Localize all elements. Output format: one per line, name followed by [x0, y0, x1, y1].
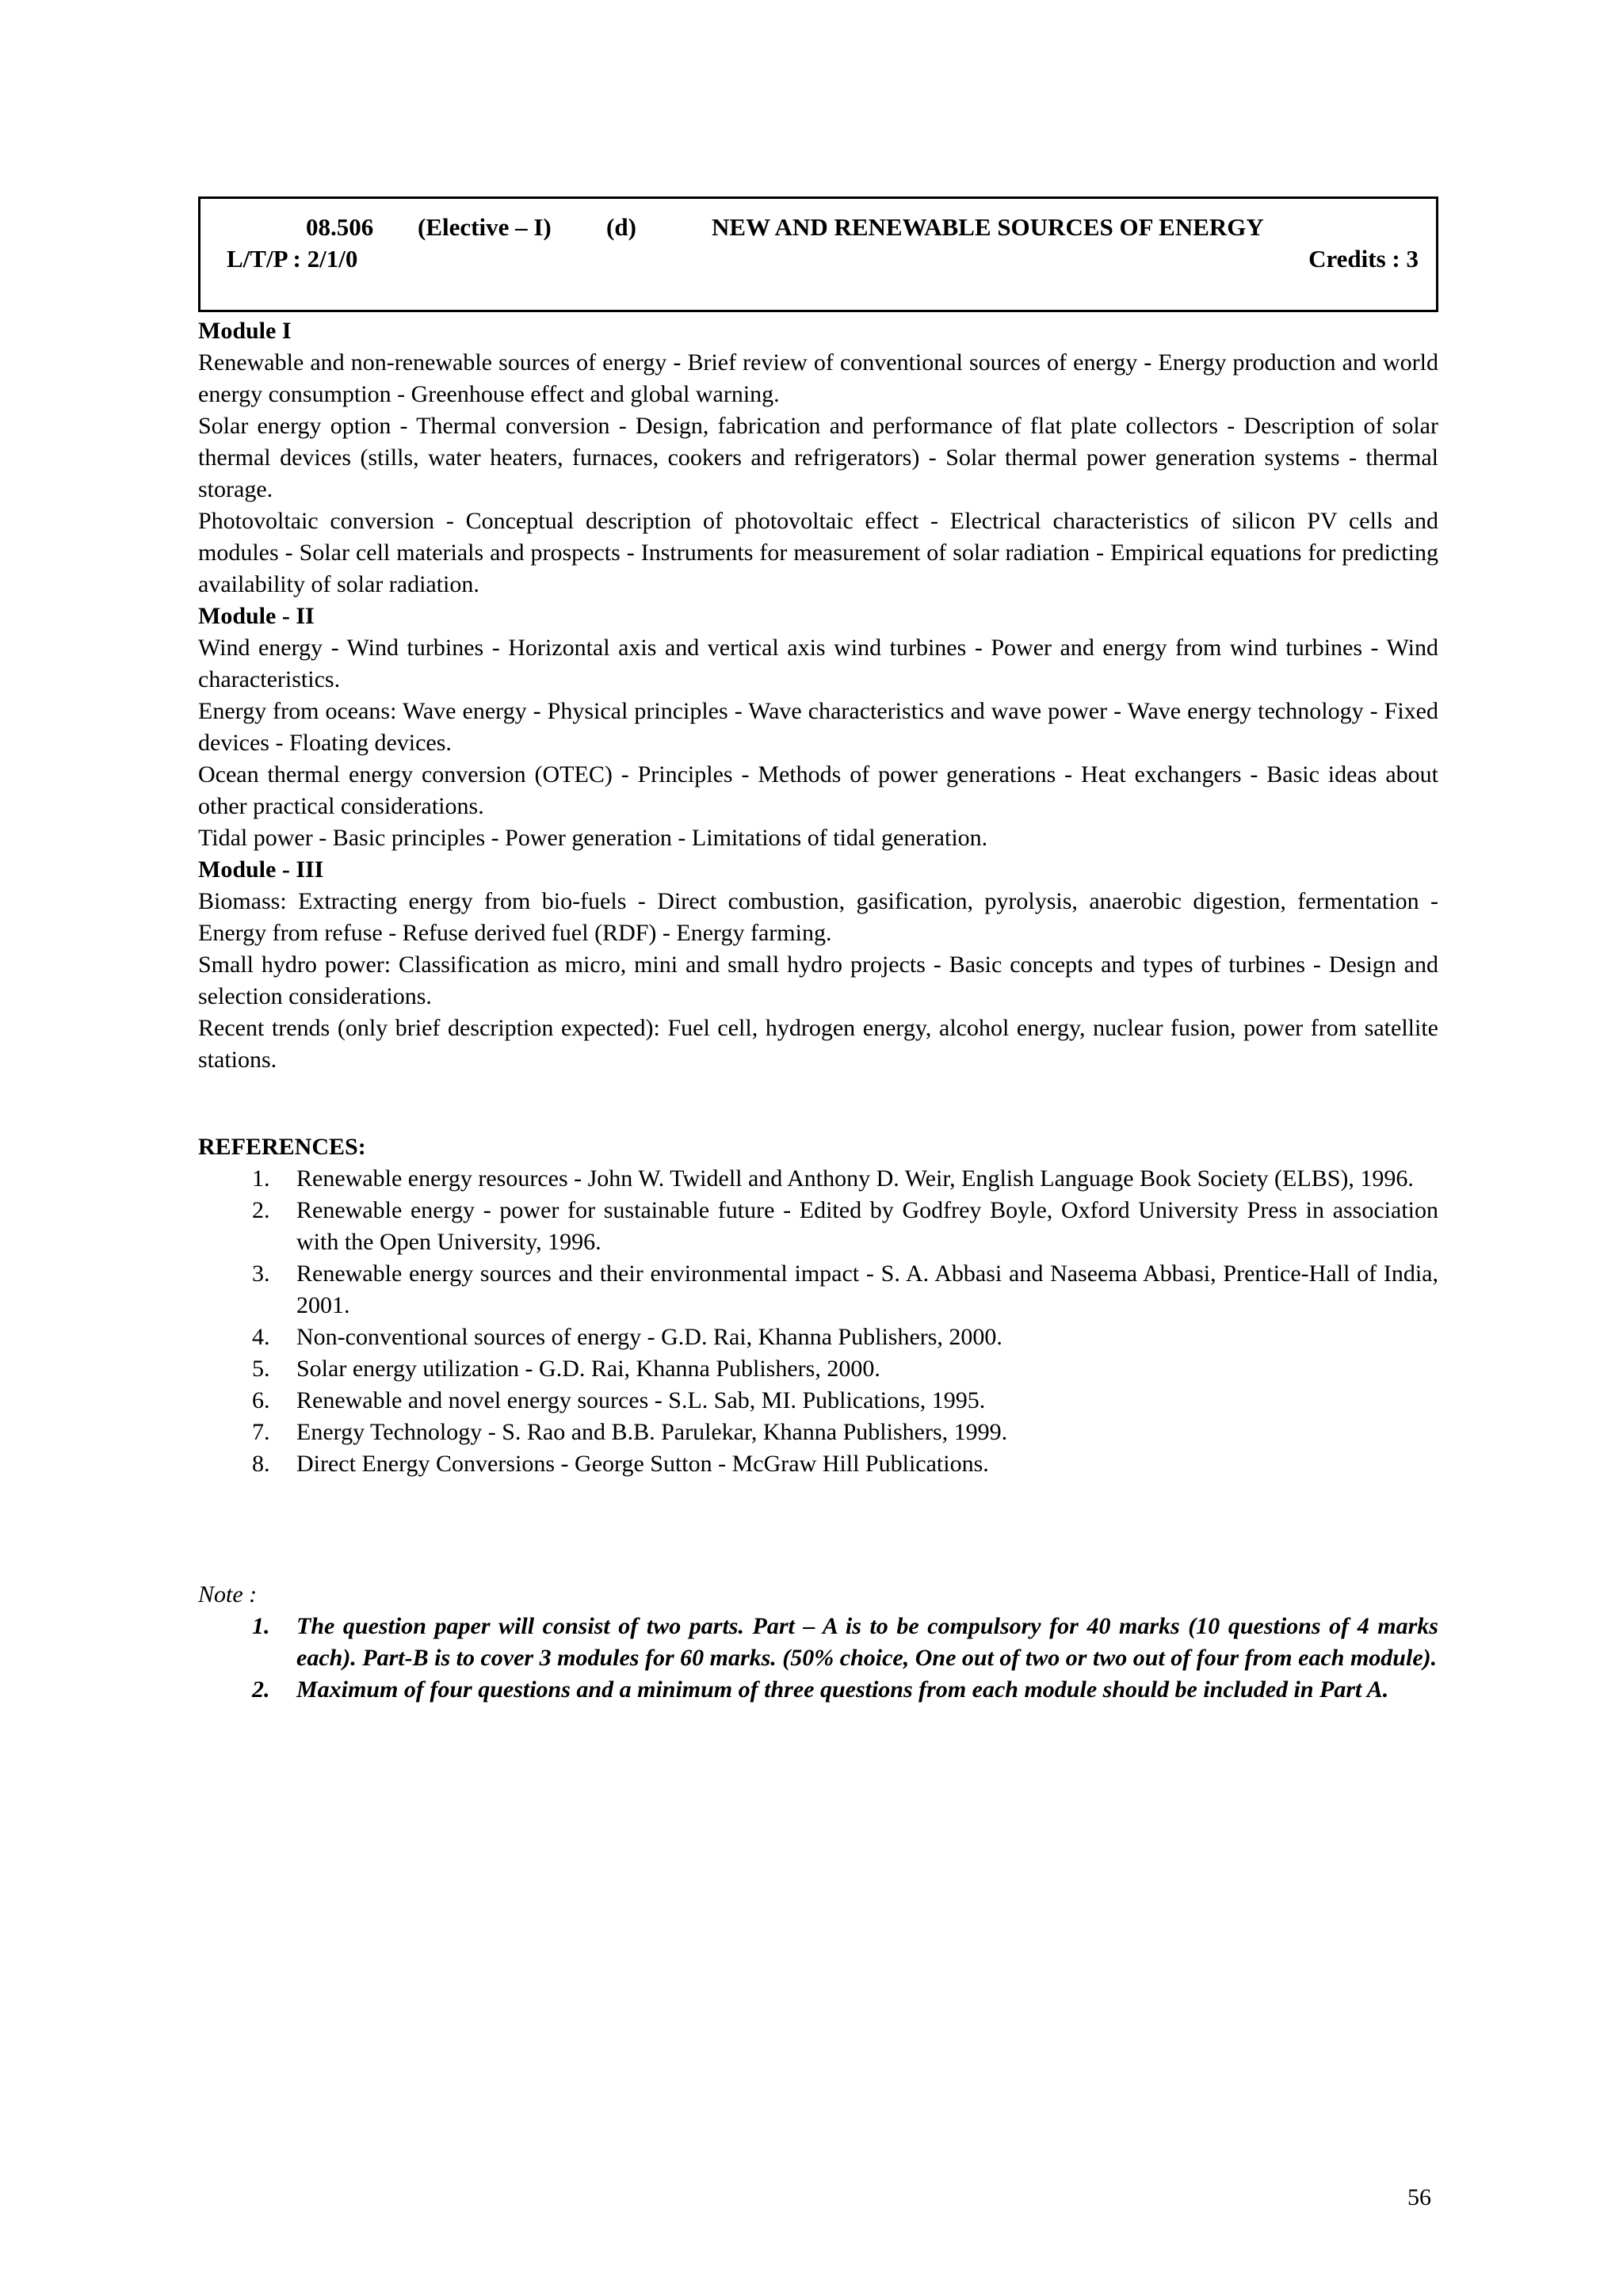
reference-number: 4.	[252, 1324, 270, 1350]
page-number: 56	[1407, 2184, 1431, 2210]
reference-number: 6.	[252, 1387, 270, 1413]
reference-item	[198, 1163, 1438, 1195]
course-meta-row	[200, 243, 1436, 275]
module-paragraph: Tidal power - Basic principles - Power generation - Limitations of tidal generation.	[198, 825, 988, 851]
reference-text: Non-conventional sources of energy - G.D. Rai, Khanna Publishers, 2000.	[296, 1324, 1002, 1350]
note-item	[198, 1674, 1438, 1706]
course-header-box	[198, 196, 1438, 312]
references-list	[198, 1163, 1438, 1480]
course-code: 08.506	[306, 213, 374, 241]
module-heading: Module I	[198, 318, 292, 344]
reference-text: Direct Energy Conversions - George Sutton - McGraw Hill Publications.	[296, 1451, 989, 1477]
reference-text: Renewable energy - power for sustainable future - Edited by Godfrey Boyle, Oxford University Press in association with the Open University, 1996.	[296, 1197, 1438, 1255]
reference-item	[198, 1195, 1438, 1258]
module-paragraph: Renewable and non-renewable sources of energy - Brief review of conventional sources of energy - Energy production and world energy consumption - Greenhouse effect and global warning.	[198, 349, 1438, 407]
module-heading: Module - III	[198, 856, 324, 883]
module-paragraph: Ocean thermal energy conversion (OTEC) - Principles - Methods of power generations - Heat exchangers - Basic ideas about other practical considerations.	[198, 761, 1438, 819]
course-title: NEW AND RENEWABLE SOURCES OF ENERGY	[712, 213, 1264, 241]
course-option: (d)	[606, 213, 636, 241]
reference-text: Energy Technology - S. Rao and B.B. Parulekar, Khanna Publishers, 1999.	[296, 1419, 1008, 1445]
reference-text: Renewable energy sources and their environmental impact - S. A. Abbasi and Naseema Abbasi, Prentice-Hall of India, 2001.	[296, 1261, 1438, 1318]
course-ltp: L/T/P : 2/1/0	[227, 245, 358, 273]
note-number: 2.	[252, 1676, 270, 1703]
module-paragraph: Solar energy option - Thermal conversion - Design, fabrication and performance of flat plate collectors - Description of solar thermal devices (stills, water heaters, furnaces, cookers and refrigerators) - Solar thermal power generation systems - thermal storage.	[198, 413, 1438, 502]
syllabus-page	[198, 196, 1438, 1703]
reference-number: 3.	[252, 1261, 270, 1287]
reference-text: Renewable energy resources - John W. Twidell and Anthony D. Weir, English Language Book Society (ELBS), 1996.	[296, 1165, 1414, 1192]
note-section	[198, 1579, 1438, 1706]
reference-item	[198, 1448, 1438, 1480]
reference-number: 7.	[252, 1419, 270, 1445]
module-paragraph: Small hydro power: Classification as micro, mini and small hydro projects - Basic concepts and types of turbines - Design and selection considerations.	[198, 952, 1438, 1009]
reference-item	[198, 1385, 1438, 1417]
course-header-row	[200, 212, 1436, 243]
reference-item	[198, 1353, 1438, 1385]
reference-text: Solar energy utilization - G.D. Rai, Khanna Publishers, 2000.	[296, 1356, 880, 1382]
reference-item	[198, 1417, 1438, 1448]
reference-number: 2.	[252, 1197, 270, 1223]
module-paragraph: Photovoltaic conversion - Conceptual description of photovoltaic effect - Electrical characteristics of silicon PV cells and modules - Solar cell materials and prospects - Instruments for measurement of solar radiation - Empirical equations for predicting availability of solar radiation.	[198, 508, 1438, 597]
course-elective: (Elective – I)	[418, 213, 552, 241]
module-paragraph: Wind energy - Wind turbines - Horizontal axis and vertical axis wind turbines - Power and energy from wind turbines - Wind characteristics.	[198, 635, 1438, 692]
note-number: 1.	[252, 1613, 270, 1639]
course-credits: Credits : 3	[1308, 245, 1419, 273]
reference-item	[198, 1322, 1438, 1353]
module-paragraph: Recent trends (only brief description expected): Fuel cell, hydrogen energy, alcohol energy, nuclear fusion, power from satellite stations.	[198, 1015, 1438, 1073]
reference-number: 5.	[252, 1356, 270, 1382]
note-item	[198, 1611, 1438, 1674]
reference-text: Renewable and novel energy sources - S.L. Sab, MI. Publications, 1995.	[296, 1387, 986, 1413]
module-paragraph: Biomass: Extracting energy from bio-fuels - Direct combustion, gasification, pyrolysis, anaerobic digestion, fermentation - Energy from refuse - Refuse derived fuel (RDF) - Energy farming.	[198, 888, 1438, 946]
syllabus-body	[198, 315, 1438, 1076]
note-text: Maximum of four questions and a minimum of three questions from each module should be included in Part A.	[296, 1676, 1389, 1703]
module-paragraph: Energy from oceans: Wave energy - Physical principles - Wave characteristics and wave power - Wave energy technology - Fixed devices - Floating devices.	[198, 698, 1438, 756]
references-heading: REFERENCES:	[198, 1134, 366, 1160]
reference-number: 1.	[252, 1165, 270, 1192]
reference-item	[198, 1258, 1438, 1322]
note-list	[198, 1611, 1438, 1706]
references-section	[198, 1131, 1438, 1480]
note-text: The question paper will consist of two parts. Part – A is to be compulsory for 40 marks (10 questions of 4 marks each). Part-B is to cover 3 modules for 60 marks. (50% choice, One out of two or two out of four from each module).	[296, 1613, 1438, 1671]
module-heading: Module - II	[198, 603, 315, 629]
note-label: Note :	[198, 1581, 258, 1608]
reference-number: 8.	[252, 1451, 270, 1477]
